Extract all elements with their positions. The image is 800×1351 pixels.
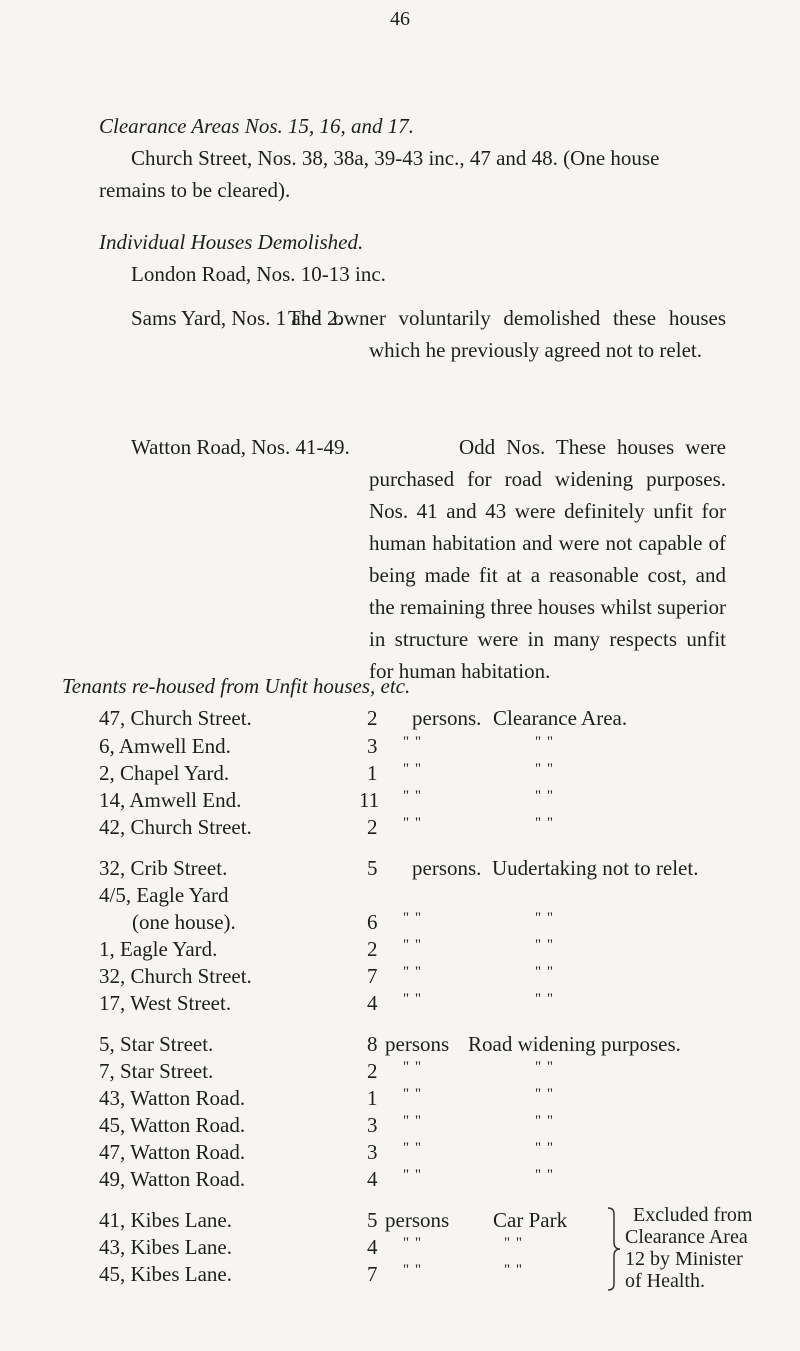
table-row: 42, Church Street. 2 " " " " xyxy=(99,815,554,839)
table-row: 47, Church Street. 2 persons. Clearance Area. xyxy=(99,706,628,730)
table-row: 4/5, Eagle Yard xyxy=(99,883,229,907)
tenants-rehoused-heading: Tenants re-housed from Unfit houses, etc. xyxy=(62,674,411,698)
sams-yard-text: The owner voluntarily demolished these houses which he previously agreed not to relet. xyxy=(288,306,726,362)
table-row: 32, Church Street. 7 " " " " xyxy=(99,964,554,988)
table-row: 5, Star Street. 8 persons Road widening purposes. xyxy=(99,1032,681,1056)
excluded-note: Excluded from Clearance Area 12 by Minister of Health. xyxy=(625,1204,753,1292)
table-row: (one house). 6 " " " " xyxy=(132,910,554,934)
table-row: 43, Watton Road. 1 " " " " xyxy=(99,1086,554,1110)
table-row: 49, Watton Road. 4 " " " " xyxy=(99,1167,554,1191)
reason-clearance-area: Clearance Area. xyxy=(493,706,628,730)
clearance-areas-heading: Clearance Areas Nos. 15, 16, and 17. xyxy=(99,114,414,138)
table-row: 41, Kibes Lane. 5 persons Car Park xyxy=(99,1208,568,1232)
watton-road-lead: Watton Road, Nos. 41-49. xyxy=(131,435,350,459)
london-road-entry: London Road, Nos. 10-13 inc. xyxy=(131,262,386,286)
clearance-areas-line-2: remains to be cleared). xyxy=(99,178,291,202)
page-number: 46 xyxy=(390,8,410,30)
reason-road-widening: Road widening purposes. xyxy=(468,1032,681,1056)
table-row: 43, Kibes Lane. 4 " " " " xyxy=(99,1235,523,1259)
table-row: 7, Star Street. 2 " " " " xyxy=(99,1059,554,1083)
table-row: 47, Watton Road. 3 " " " " xyxy=(99,1140,554,1164)
individual-houses-heading: Individual Houses Demolished. xyxy=(99,230,364,254)
table-row: 1, Eagle Yard. 2 " " " " xyxy=(99,937,554,961)
table-row: 45, Watton Road. 3 " " " " xyxy=(99,1113,554,1137)
table-row: 2, Chapel Yard. 1 " " " " xyxy=(99,761,554,785)
watton-road-text: Odd Nos. These houses were purchased for road widening purposes. Nos. 41 and 43 were definitely unfit for human habitation and were not capable of being made fit at a reasonable cost, and the remaining three houses whilst superior in structure were in many respects unfit for human habitation. xyxy=(369,435,726,683)
clearance-areas-line-1: Church Street, Nos. 38, 38a, 39-43 inc., 47 and 48. (One house xyxy=(131,146,660,170)
sams-yard-lead: Sams Yard, Nos. 1 and 2. xyxy=(131,306,343,330)
table-row: 17, West Street. 4 " " " " xyxy=(99,991,554,1015)
table-row: 32, Crib Street. 5 persons. Uudertaking not to relet. xyxy=(99,856,699,880)
table-row: 14, Amwell End. 11 " " " " xyxy=(99,788,554,812)
table-row: 6, Amwell End. 3 " " " " xyxy=(99,734,554,758)
reason-undertaking: Uudertaking not to relet. xyxy=(492,856,699,880)
reason-car-park: Car Park xyxy=(493,1208,568,1232)
table-row: 45, Kibes Lane. 7 " " " " xyxy=(99,1262,523,1286)
